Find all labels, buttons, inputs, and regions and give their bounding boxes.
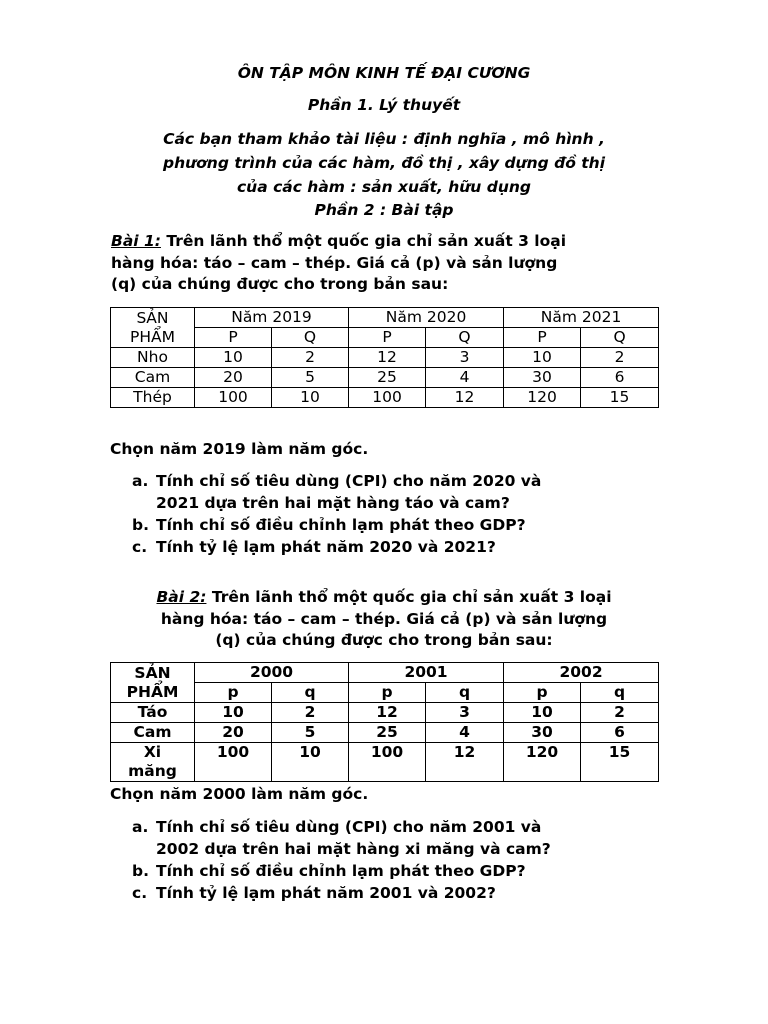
product-header-cell (111, 663, 195, 703)
document-title: ÔN TẬP MÔN KINH TẾ ĐẠI CƯƠNG (237, 64, 531, 82)
exercise2-intro-line (110, 587, 658, 609)
table-cell: 12 (349, 348, 426, 368)
exercise2-intro (110, 587, 658, 652)
theory-line: Các bạn tham khảo tài liệu : định nghĩa , mô hình , (163, 130, 605, 148)
table-cell: 10 (504, 348, 581, 368)
question-line: Tính chỉ số điều chỉnh lạm phát theo GDP? (156, 516, 526, 534)
table-cell: 5 (272, 723, 349, 743)
product-header-line: SẢN (136, 308, 169, 327)
table-cell: 120 (504, 388, 581, 408)
exercise1-intro-line: (q) của chúng được cho trong bản sau: (111, 275, 449, 293)
subheader-cell: Q (426, 328, 504, 348)
theory-paragraph (0, 127, 768, 199)
table-cell: 15 (581, 743, 659, 782)
table-cell: 10 (195, 348, 272, 368)
product-header-cell (111, 308, 195, 348)
table-cell: 6 (581, 723, 659, 743)
exercise1-intro-line (111, 231, 671, 253)
subheader-cell: Q (272, 328, 349, 348)
subheader-cell: Q (581, 328, 659, 348)
year-header: 2000 (195, 663, 349, 683)
table-cell: 6 (581, 368, 659, 388)
exercise1-base-year: Chọn năm 2019 làm năm góc. (110, 440, 369, 458)
product-name-cell (111, 743, 195, 782)
table-cell: 100 (349, 388, 426, 408)
exercise1-intro-text: Trên lãnh thổ một quốc gia chỉ sản xuất 3 loại (160, 232, 567, 250)
product-name-cell: Thép (111, 388, 195, 408)
question-line: Tính tỷ lệ lạm phát năm 2020 và 2021? (156, 538, 496, 556)
table-row (111, 703, 659, 723)
table-cell: 100 (349, 743, 426, 782)
table-cell: 4 (426, 723, 504, 743)
year-header: Năm 2020 (349, 308, 504, 328)
table-cell: 10 (195, 703, 272, 723)
subheader-cell: q (426, 683, 504, 703)
table-row (111, 388, 659, 408)
question-line: Tính tỷ lệ lạm phát năm 2001 và 2002? (156, 884, 496, 902)
exercise1-label: Bài 1: (111, 232, 161, 250)
table-row (111, 348, 659, 368)
table-cell: 25 (349, 368, 426, 388)
question-line: 2021 dựa trên hai mặt hàng táo và cam? (156, 494, 510, 512)
question-item (132, 514, 652, 536)
table-cell: 2 (581, 703, 659, 723)
question-item (132, 860, 652, 882)
table-cell: 100 (195, 388, 272, 408)
exercise1-intro-line: hàng hóa: táo – cam – thép. Giá cả (p) và sản lượng (111, 253, 558, 272)
table-cell: 3 (426, 348, 504, 368)
theory-line: của các hàm : sản xuất, hữu dụng (236, 178, 531, 196)
table-cell: 120 (504, 743, 581, 782)
year-header: Năm 2021 (504, 308, 659, 328)
question-item (132, 536, 652, 558)
subheader-cell: p (349, 683, 426, 703)
exercise1-table (110, 307, 659, 408)
product-name-cell: Táo (111, 703, 195, 723)
question-line: Tính chỉ số điều chỉnh lạm phát theo GDP? (156, 862, 526, 880)
question-marker: a. (132, 472, 149, 490)
table-row (111, 723, 659, 743)
product-header-line: PHẨM (130, 327, 175, 346)
exercise2-intro-line: (q) của chúng được cho trong bản sau: (215, 631, 553, 649)
exercise1-questions (132, 470, 652, 558)
table-cell: 25 (349, 723, 426, 743)
subheader-cell: q (581, 683, 659, 703)
exercise2-intro-line: hàng hóa: táo – cam – thép. Giá cả (p) và sản lượng (160, 609, 608, 628)
table-cell: 10 (272, 743, 349, 782)
exercise2-label: Bài 2: (156, 588, 207, 606)
table-cell: 12 (349, 703, 426, 723)
table-cell: 30 (504, 723, 581, 743)
question-line: 2002 dựa trên hai mặt hàng xi măng và cam? (156, 840, 551, 858)
question-line: Tính chỉ số tiêu dùng (CPI) cho năm 2020 và (156, 472, 542, 490)
product-header-line: PHẨM (126, 682, 179, 701)
question-marker: a. (132, 818, 149, 836)
exercise2-base-year: Chọn năm 2000 làm năm góc. (110, 785, 369, 803)
table-cell: 12 (426, 743, 504, 782)
question-line: Tính chỉ số tiêu dùng (CPI) cho năm 2001 và (156, 818, 542, 836)
question-item (132, 882, 652, 904)
table-cell: 20 (195, 723, 272, 743)
table-cell: 4 (426, 368, 504, 388)
question-marker: b. (132, 516, 149, 534)
year-header: 2002 (504, 663, 659, 683)
table-row (111, 368, 659, 388)
table-cell: 10 (272, 388, 349, 408)
exercise2-intro-text: Trên lãnh thổ một quốc gia chỉ sản xuất 3 loại (206, 588, 612, 606)
question-marker: c. (132, 538, 148, 556)
exercise2-table (110, 662, 659, 782)
year-header: Năm 2019 (195, 308, 349, 328)
product-header-line: SẢN (134, 663, 171, 682)
table-cell: 2 (272, 348, 349, 368)
subheader-cell: q (272, 683, 349, 703)
table-cell: 2 (581, 348, 659, 368)
question-item (132, 816, 652, 860)
table-cell: 100 (195, 743, 272, 782)
year-header: 2001 (349, 663, 504, 683)
table-cell: 5 (272, 368, 349, 388)
exercise1-intro (111, 231, 671, 296)
table-cell: 12 (426, 388, 504, 408)
product-name-line: Xi (143, 743, 162, 761)
question-marker: b. (132, 862, 149, 880)
table-cell: 2 (272, 703, 349, 723)
question-marker: c. (132, 884, 148, 902)
product-name-cell: Cam (111, 723, 195, 743)
subheader-cell: P (349, 328, 426, 348)
table-cell: 10 (504, 703, 581, 723)
subheader-cell: P (195, 328, 272, 348)
table-cell: 15 (581, 388, 659, 408)
table-row (111, 743, 659, 782)
product-name-cell: Nho (111, 348, 195, 368)
part2-heading: Phần 2 : Bài tập (314, 201, 454, 219)
exercise2-questions (132, 816, 652, 904)
subheader-cell: P (504, 328, 581, 348)
product-name-cell: Cam (111, 368, 195, 388)
theory-line: phương trình của các hàm, đồ thị , xây dựng đồ thị (162, 154, 606, 172)
part1-heading: Phần 1. Lý thuyết (307, 96, 461, 114)
table-cell: 20 (195, 368, 272, 388)
product-name-line: măng (128, 762, 177, 780)
subheader-cell: p (504, 683, 581, 703)
table-cell: 3 (426, 703, 504, 723)
subheader-cell: p (195, 683, 272, 703)
question-item (132, 470, 652, 514)
table-cell: 30 (504, 368, 581, 388)
